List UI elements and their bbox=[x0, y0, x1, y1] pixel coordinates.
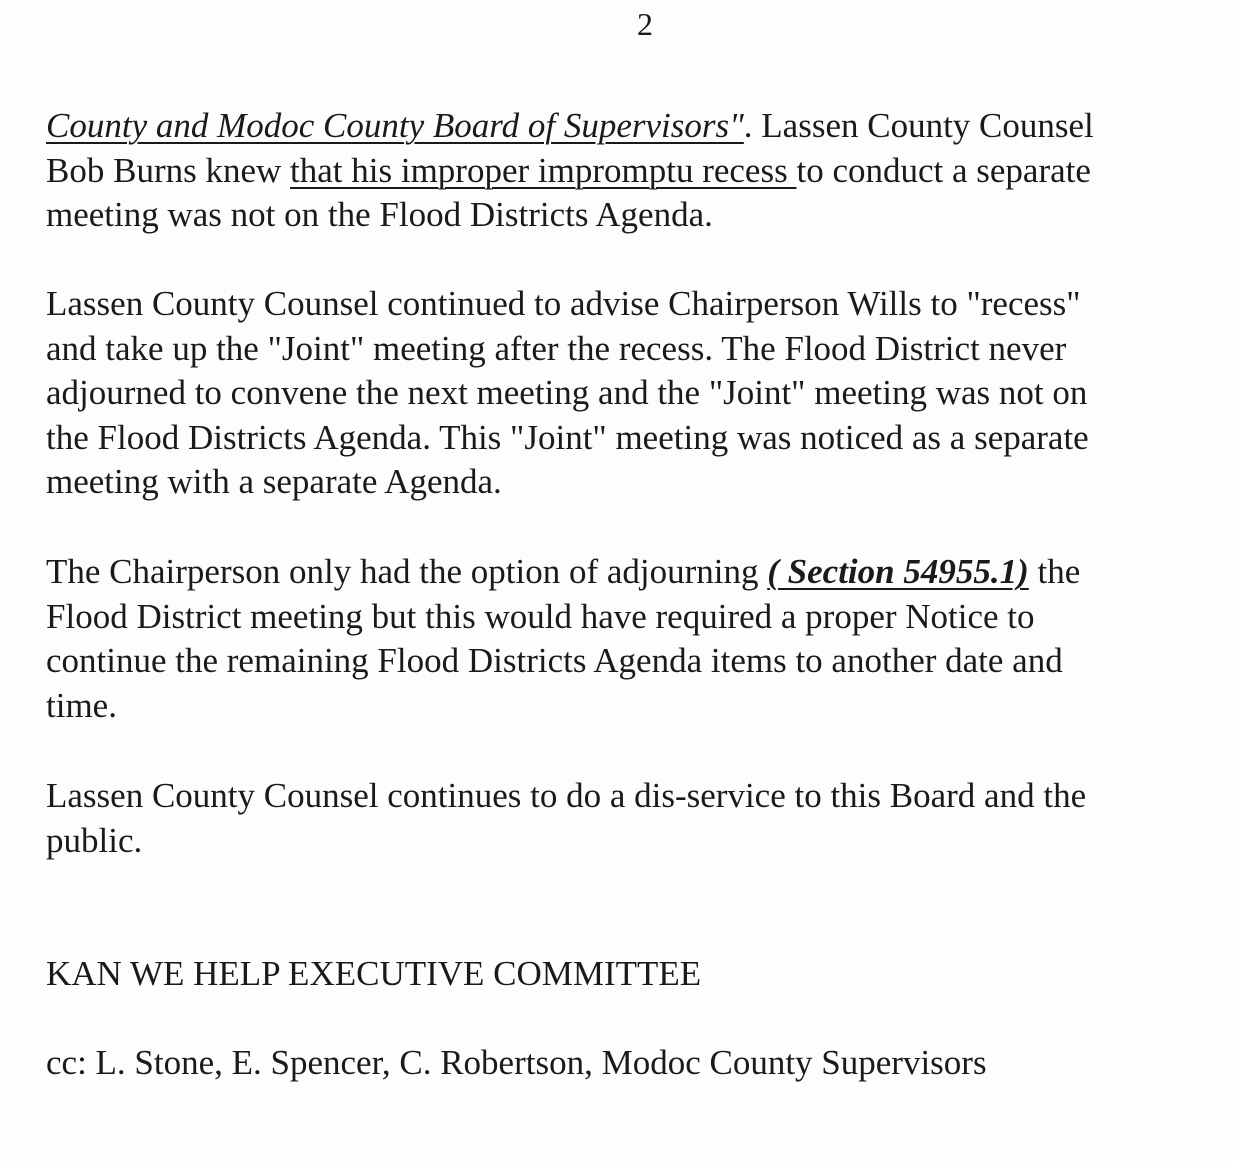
paragraph-text: The Chairperson only had the option of adjourning bbox=[46, 552, 768, 591]
paragraph-line: and take up the "Joint" meeting after the recess. The Flood District never bbox=[46, 328, 1067, 368]
paragraph-text: the bbox=[1028, 552, 1081, 591]
paragraph-line: Lassen County Counsel continued to advise Chairperson Wills to "recess" bbox=[46, 284, 1081, 323]
paragraph-line: Flood District meeting but this would have required a proper Notice to bbox=[46, 596, 1035, 636]
paragraph-line bbox=[46, 550, 1226, 595]
paragraph-line: meeting was not on the Flood Districts Agenda. bbox=[46, 195, 713, 234]
paragraph-line: public. bbox=[46, 820, 143, 860]
paragraph-adjourning-option bbox=[46, 550, 1226, 728]
paragraph-dis-service bbox=[46, 774, 1226, 863]
paragraph-line: the Flood Districts Agenda. This "Joint" meeting was noticed as a separate bbox=[46, 417, 1089, 457]
paragraph-line: adjourned to convene the next meeting and the "Joint" meeting was not on bbox=[46, 373, 1088, 412]
board-reference-text: County and Modoc County Board of Supervisors" bbox=[46, 106, 744, 145]
paragraph-line bbox=[46, 104, 1226, 149]
paragraph-line: meeting with a separate Agenda. bbox=[46, 462, 502, 501]
signature-committee: KAN WE HELP EXECUTIVE COMMITTEE bbox=[46, 954, 702, 993]
paragraph-county-counsel-recess bbox=[46, 104, 1226, 238]
cc-list: cc: L. Stone, E. Spencer, C. Robertson, Modoc County Supervisors bbox=[46, 1043, 987, 1082]
paragraph-joint-meeting bbox=[46, 282, 1226, 505]
paragraph-line bbox=[46, 149, 1226, 194]
section-reference: ( Section 54955.1) bbox=[767, 552, 1029, 591]
underlined-phrase: that his improper impromptu recess bbox=[290, 150, 797, 190]
page-number: 2 bbox=[637, 6, 653, 42]
paragraph-line: continue the remaining Flood Districts Agenda items to another date and bbox=[46, 641, 1063, 680]
paragraph-line: Lassen County Counsel continues to do a dis-service to this Board and the bbox=[46, 776, 1087, 815]
paragraph-text: Bob Burns knew bbox=[46, 150, 291, 190]
paragraph-line: time. bbox=[46, 685, 117, 725]
paragraph-text: to conduct a separate bbox=[796, 150, 1091, 190]
paragraph-text: . Lassen County Counsel bbox=[743, 106, 1094, 145]
